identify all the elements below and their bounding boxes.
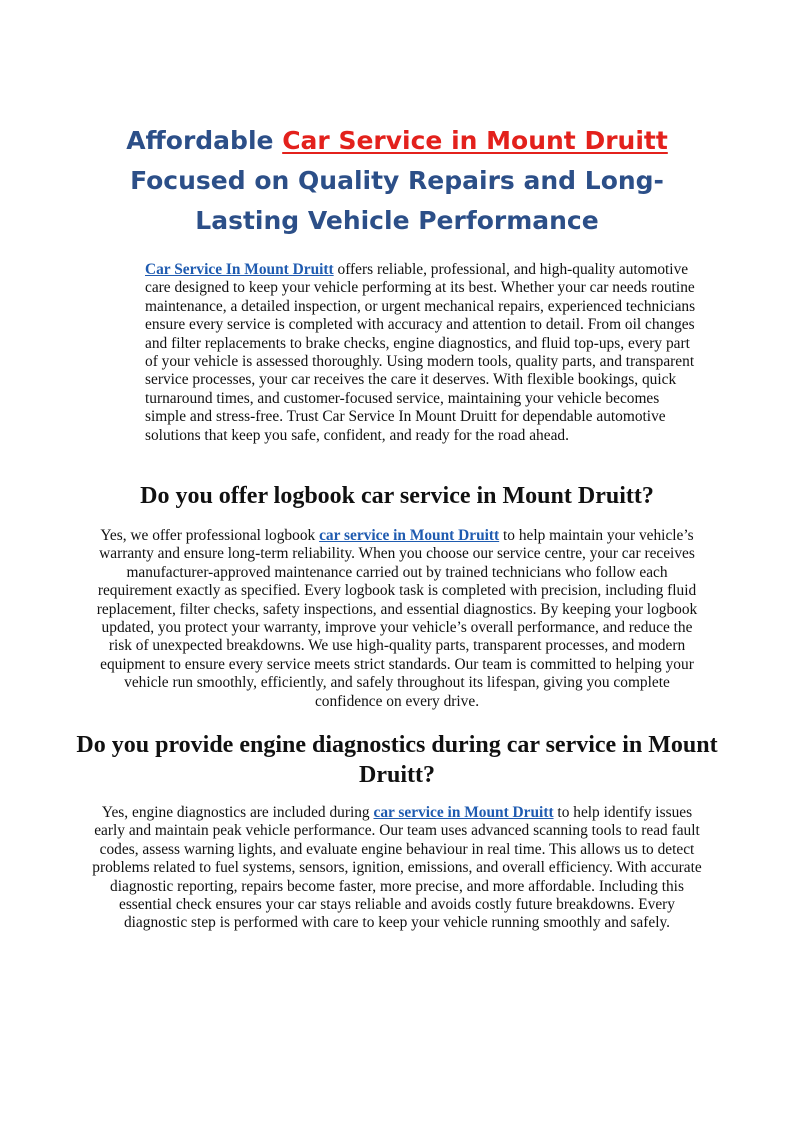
intro-link[interactable]: Car Service In Mount Druitt bbox=[145, 261, 334, 278]
intro-text: offers reliable, professional, and high-quality automotive care designed to keep your vehicle performing at its best. Whether your car needs routine maintenance, a detailed inspection, or urgent mechanical repairs, experienced technicians ensure every service is completed with accuracy and attention to detail. From oil changes and filter replacements to brake checks, engine diagnostics, and fluid top-ups, every part of your vehicle is assessed thoroughly. Using modern tools, quality parts, and transparent service processes, your car receives the care it deserves. With flexible bookings, quick turnaround times, and customer-focused service, maintaining your vehicle becomes simple and stress-free. Trust Car Service In Mount Druitt for dependable automotive solutions that keep you safe, confident, and ready for the road ahead. bbox=[145, 261, 696, 444]
title-prefix: Affordable bbox=[126, 126, 283, 155]
paragraph-text-after: to help maintain your vehicle’s warranty and ensure long-term reliability. When you choose our service centre, your car receives manufacturer-approved maintenance carried out by trained technicians who follow each requirement exactly as specified. Every logbook task is completed with precision, including fluid replacement, filter checks, safety inspections, and essential diagnostics. By keeping your logbook updated, you protect your warranty, improve your vehicle’s overall performance, and reduce the risk of unexpected breakdowns. We use high-quality parts, transparent processes, and modern equipment to ensure every service meets strict standards. Our team is committed to helping your vehicle run smoothly, efficiently, and safely throughout its lifespan, giving you complete confidence on every drive. bbox=[96, 527, 698, 710]
paragraph-text-before: Yes, we offer professional logbook bbox=[100, 527, 320, 544]
logbook-service-link[interactable]: car service in Mount Druitt bbox=[319, 527, 500, 544]
intro-paragraph bbox=[145, 261, 701, 445]
section-paragraph-logbook bbox=[90, 527, 704, 711]
diagnostics-service-link[interactable]: car service in Mount Druitt bbox=[373, 804, 554, 821]
paragraph-text-before: Yes, engine diagnostics are included during bbox=[101, 804, 374, 821]
page-title bbox=[90, 121, 704, 241]
section-heading-logbook: Do you offer logbook car service in Mount Druitt? bbox=[140, 483, 654, 509]
paragraph-text-after: to help identify issues early and maintain peak vehicle performance. Our team uses advanced scanning tools to read fault codes, assess warning lights, and evaluate engine behaviour in real time. This allows us to detect problems related to fuel systems, sensors, ignition, emissions, and overall efficiency. With accurate diagnostic reporting, repairs become faster, more precise, and more affordable. Including this essential check ensures your car stays reliable and avoids costly future breakdowns. Every diagnostic step is performed with care to keep your vehicle running smoothly and safely. bbox=[92, 804, 702, 932]
title-suffix: Focused on Quality Repairs and Long-Lasting Vehicle Performance bbox=[130, 166, 664, 235]
section-heading-diagnostics: Do you provide engine diagnostics during car service in Mount Druitt? bbox=[76, 732, 718, 788]
section-paragraph-diagnostics bbox=[90, 804, 704, 933]
title-link[interactable]: Car Service in Mount Druitt bbox=[282, 126, 668, 155]
